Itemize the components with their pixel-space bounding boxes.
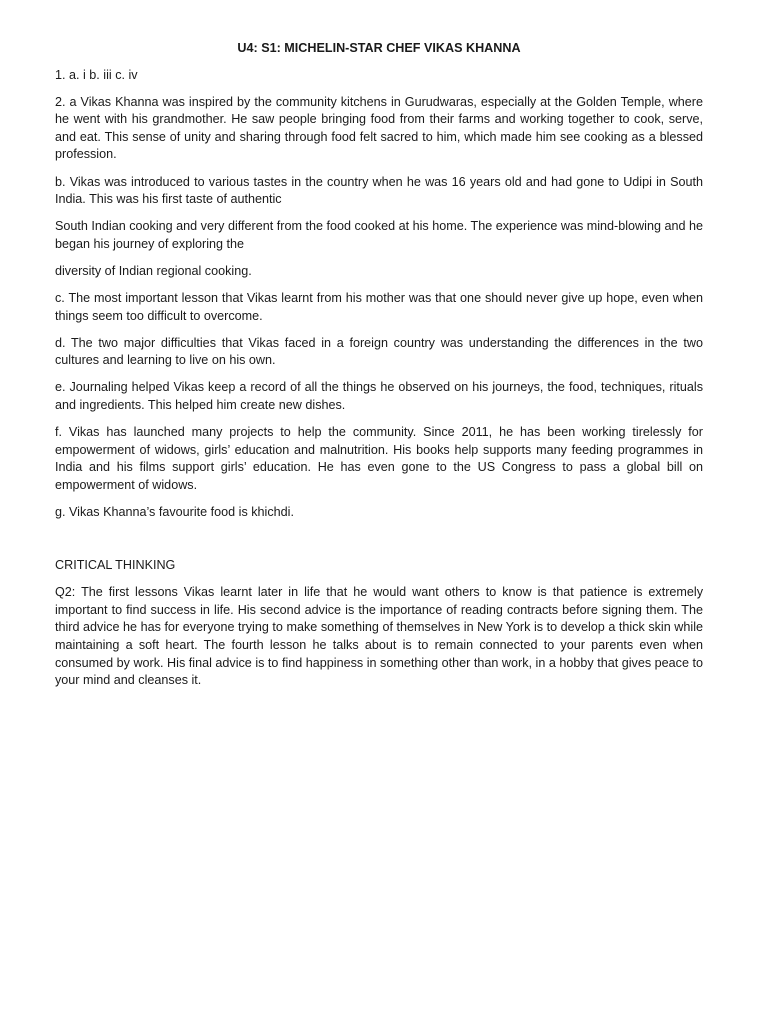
critical-thinking-q2: Q2: The first lessons Vikas learnt later in life that he would want others to know is that patience is extremely important to find success in life. His second advice is the importance of reading contracts before signing them. The third advice he has for everyone trying to make something of themselves in New York is to develop a thick skin while maintaining a soft heart. The fourth lesson he talks about is to remain connected to your parents even when consumed by work. His final advice is to find happiness in something other than work, in a hobby that gives peace to your mind and cleanses it. <box>55 585 703 688</box>
answer-2f: f. Vikas has launched many projects to help the community. Since 2011, he has been working tirelessly for empowerment of widows, girls’ education and malnutrition. His books help supports many feeding programmes in India and his films support girls’ education. He has even gone to the US Congress to pass a global bill on empowerment of widows. <box>55 425 703 492</box>
answer-2b-part1: b. Vikas was introduced to various tastes in the country when he was 16 years old and had gone to Udipi in South India. This was his first taste of authentic <box>55 174 703 207</box>
answer-2e: e. Journaling helped Vikas keep a record of all the things he observed on his journeys, the food, techniques, rituals and ingredients. This helped him create new dishes. <box>55 380 703 412</box>
section-spacer <box>55 531 703 557</box>
answer-2d: d. The two major difficulties that Vikas faced in a foreign country was understanding the differences in the two cultures and learning to live on his own. <box>55 335 703 368</box>
answer-2b-part3: diversity of Indian regional cooking. <box>55 263 252 278</box>
document-title: U4: S1: MICHELIN-STAR CHEF VIKAS KHANNA <box>237 41 521 55</box>
document-page <box>55 40 703 699</box>
answer-2b-part2: South Indian cooking and very different from the food cooked at his home. The experience was mind-blowing and he began his journey of exploring the <box>55 219 703 251</box>
answer-1: 1. a. i b. iii c. iv <box>55 67 138 82</box>
answer-2c: c. The most important lesson that Vikas learnt from his mother was that one should never give up hope, even when things seem too difficult to overcome. <box>55 291 703 323</box>
critical-thinking-heading: CRITICAL THINKING <box>55 558 176 573</box>
answer-2a: 2. a Vikas Khanna was inspired by the community kitchens in Gurudwaras, especially at the Golden Temple, where he went with his grandmother. He saw people bringing food from their farms and working together to cook, serve, and eat. This sense of unity and sharing through food felt sacred to him, which made him see cooking as a blessed profession. <box>55 94 703 162</box>
answer-2g: g. Vikas Khanna’s favourite food is khichdi. <box>55 504 294 519</box>
